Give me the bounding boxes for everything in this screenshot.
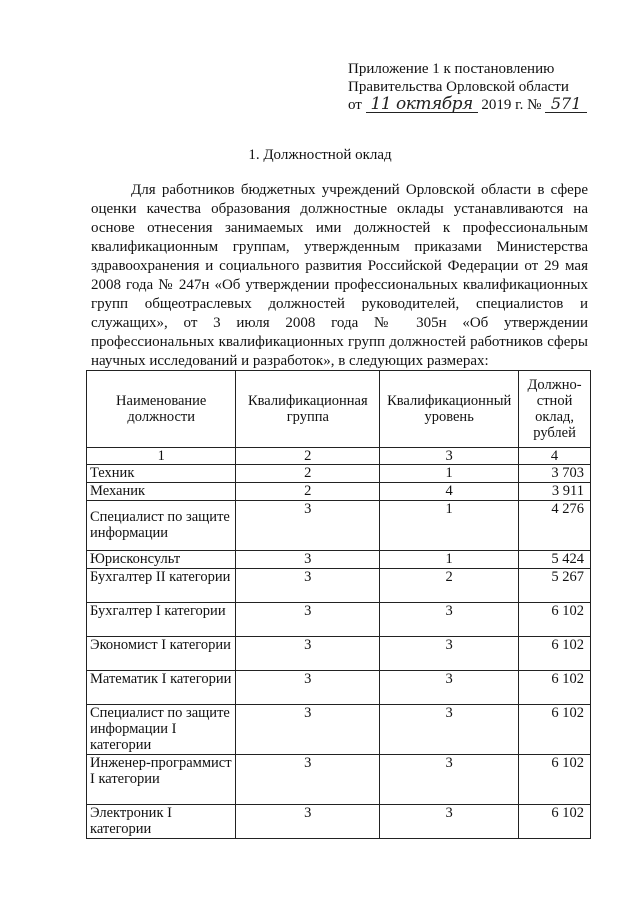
- qualification-level: 3: [380, 755, 519, 805]
- position-name: Экономист I категории: [87, 637, 236, 671]
- year-text: 2019 г. №: [481, 97, 542, 113]
- qualification-group: 3: [236, 637, 380, 671]
- table-row: [87, 501, 591, 551]
- position-name: Бухгалтер II категории: [87, 569, 236, 603]
- table-row: [87, 805, 591, 839]
- appendix-line-1: Приложение 1 к постановлению: [348, 61, 555, 77]
- appendix-line-2: Правительства Орловской области: [348, 79, 569, 95]
- header-position-name: Наименование должности: [87, 371, 236, 448]
- position-name: Инженер-программист I категории: [87, 755, 236, 805]
- column-index: 4: [519, 448, 591, 465]
- table-row: [87, 551, 591, 569]
- table-row: [87, 465, 591, 483]
- position-name: Бухгалтер I категории: [87, 603, 236, 637]
- position-name: Техник: [87, 465, 236, 483]
- table-row: [87, 637, 591, 671]
- position-name: Математик I категории: [87, 671, 236, 705]
- qualification-level: 3: [380, 805, 519, 839]
- handwritten-number: 571: [545, 96, 587, 113]
- qualification-group: 3: [236, 805, 380, 839]
- position-name: Специалист по защите информации: [87, 501, 236, 551]
- qualification-group: 2: [236, 465, 380, 483]
- qualification-group: 3: [236, 705, 380, 755]
- position-name: Электроник I категории: [87, 805, 236, 839]
- table-row: [87, 603, 591, 637]
- header-qualification-group: Квалификационная группа: [236, 371, 380, 448]
- salary-value: 4 276: [519, 501, 591, 551]
- column-index: 3: [380, 448, 519, 465]
- qualification-level: 3: [380, 637, 519, 671]
- intro-paragraph: Для работников бюджетных учреждений Орловской области в сфере оценки качества образования должностные оклады устанавливаются на основе отнесения занимаемых ими должностей к профессиональным квалификационным группам, утвержденным приказами Министерства здравоохранения и социального развития Российской Федерации от 29 мая 2008 года № 247н «Об утверждении профессиональных квалификационных групп общеотраслевых должностей руководителей, специалистов и служащих», от 3 июля 2008 года № 305н «Об утверждении профессиональных квалификационных групп должностей работников сферы научных исследований и разработок», в следующих размерах:: [91, 182, 588, 369]
- qualification-group: 2: [236, 483, 380, 501]
- appendix-date-line: [348, 96, 588, 114]
- salary-table: [86, 370, 591, 839]
- position-name: Юрисконсульт: [87, 551, 236, 569]
- qualification-group: 3: [236, 671, 380, 705]
- section-title: 1. Должностной оклад: [248, 147, 392, 163]
- qualification-group: 3: [236, 551, 380, 569]
- salary-value: 5 267: [519, 569, 591, 603]
- position-name: Специалист по защите информации I категории: [87, 705, 236, 755]
- salary-value: 6 102: [519, 671, 591, 705]
- qualification-level: 1: [380, 551, 519, 569]
- header-salary: Должно-стной оклад, рублей: [519, 371, 591, 448]
- qualification-group: 3: [236, 501, 380, 551]
- column-index: 1: [87, 448, 236, 465]
- position-name: Механик: [87, 483, 236, 501]
- qualification-group: 3: [236, 603, 380, 637]
- qualification-group: 3: [236, 755, 380, 805]
- table-row: [87, 755, 591, 805]
- salary-value: 3 911: [519, 483, 591, 501]
- table-row: [87, 671, 591, 705]
- qualification-level: 1: [380, 465, 519, 483]
- appendix-header: [348, 60, 588, 114]
- salary-value: 5 424: [519, 551, 591, 569]
- table-header-row: [87, 371, 591, 448]
- qualification-level: 1: [380, 501, 519, 551]
- table-row: [87, 705, 591, 755]
- salary-value: 3 703: [519, 465, 591, 483]
- column-index-row: [87, 448, 591, 465]
- table-row: [87, 483, 591, 501]
- header-qualification-level: Квалификационный уровень: [380, 371, 519, 448]
- qualification-level: 3: [380, 671, 519, 705]
- salary-value: 6 102: [519, 705, 591, 755]
- column-index: 2: [236, 448, 380, 465]
- qualification-group: 3: [236, 569, 380, 603]
- table-row: [87, 569, 591, 603]
- salary-value: 6 102: [519, 637, 591, 671]
- date-prefix: от: [348, 97, 362, 113]
- salary-value: 6 102: [519, 603, 591, 637]
- salary-value: 6 102: [519, 755, 591, 805]
- qualification-level: 3: [380, 603, 519, 637]
- qualification-level: 3: [380, 705, 519, 755]
- salary-value: 6 102: [519, 805, 591, 839]
- handwritten-date: 11 октября: [366, 96, 478, 113]
- qualification-level: 4: [380, 483, 519, 501]
- qualification-level: 2: [380, 569, 519, 603]
